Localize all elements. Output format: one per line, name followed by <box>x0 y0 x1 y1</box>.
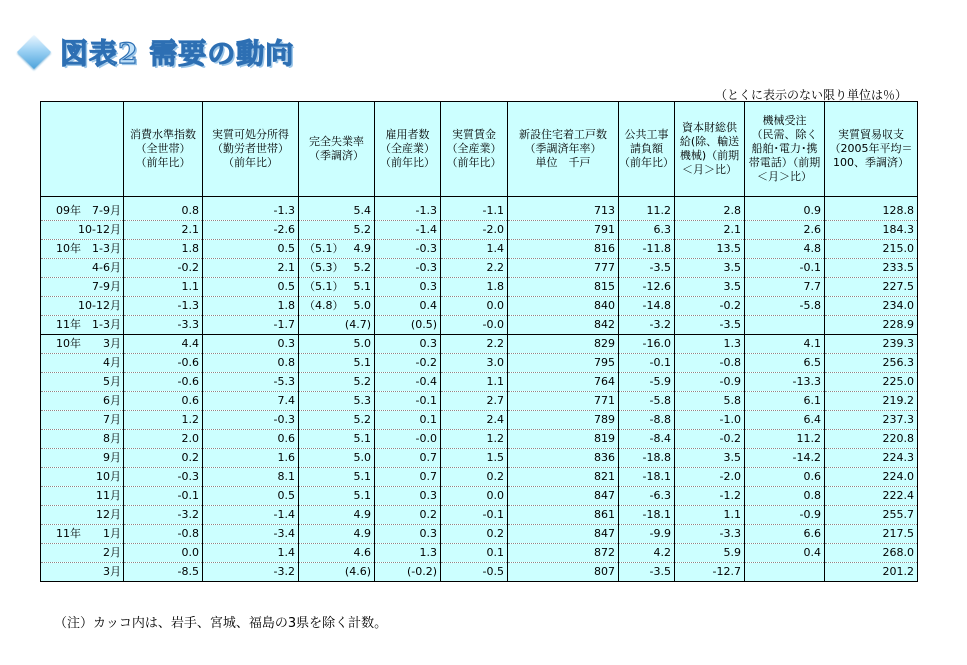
table-cell: 0.0 <box>441 297 508 316</box>
table-cell: 0.1 <box>375 411 441 430</box>
table-cell: 224.3 <box>825 449 918 468</box>
table-cell: -1.3 <box>124 297 203 316</box>
row-label: 10-12月 <box>41 221 124 240</box>
column-header: 公共工事 請負額 （前年比） <box>619 102 675 197</box>
table-cell: 0.2 <box>375 506 441 525</box>
table-cell: 256.3 <box>825 354 918 373</box>
table-cell: -0.0 <box>441 316 508 335</box>
column-header: 完全失業率 （季調済） <box>299 102 375 197</box>
table-cell: 872 <box>508 544 619 563</box>
table-cell: 829 <box>508 335 619 354</box>
table-cell: 237.3 <box>825 411 918 430</box>
table-cell: -0.1 <box>124 487 203 506</box>
page-title <box>14 32 294 72</box>
table-cell: 184.3 <box>825 221 918 240</box>
row-label: 10-12月 <box>41 297 124 316</box>
table-cell: -9.9 <box>619 525 675 544</box>
table-cell: -0.2 <box>675 430 745 449</box>
table-cell: -0.8 <box>675 354 745 373</box>
row-label: 3月 <box>41 563 124 582</box>
table-cell: 0.6 <box>124 392 203 411</box>
cell-value: 5.1 <box>353 280 371 293</box>
table-cell: 0.3 <box>375 278 441 297</box>
table-row <box>41 544 918 563</box>
table-cell: 5.9 <box>675 544 745 563</box>
table-cell: -0.4 <box>375 373 441 392</box>
table-cell: 215.0 <box>825 240 918 259</box>
table-cell: 0.0 <box>441 487 508 506</box>
table-cell: -5.8 <box>619 392 675 411</box>
row-label: 12月 <box>41 506 124 525</box>
table-cell: 0.8 <box>124 202 203 221</box>
table-cell: 1.8 <box>441 278 508 297</box>
table-row <box>41 335 918 354</box>
table-cell: 11.2 <box>745 430 825 449</box>
table-cell: 2.8 <box>675 202 745 221</box>
table-row <box>41 278 918 297</box>
table-cell: 0.3 <box>375 335 441 354</box>
table-cell: 0.7 <box>375 468 441 487</box>
table-cell: -1.2 <box>675 487 745 506</box>
table-cell: 2.6 <box>745 221 825 240</box>
table-cell: -0.1 <box>745 259 825 278</box>
table-row <box>41 392 918 411</box>
table-cell: 7.4 <box>203 392 299 411</box>
table-cell: 5.8 <box>675 392 745 411</box>
table-cell: 268.0 <box>825 544 918 563</box>
table-cell: 6.6 <box>745 525 825 544</box>
table-cell: 2.0 <box>124 430 203 449</box>
table-cell: 219.2 <box>825 392 918 411</box>
table-cell: 836 <box>508 449 619 468</box>
table-cell: 4.9 <box>299 525 375 544</box>
table-cell: (4.6) <box>299 563 375 582</box>
table-row <box>41 316 918 335</box>
table-cell: 4.9 <box>299 506 375 525</box>
row-label: 11年 1月 <box>41 525 124 544</box>
table-cell: 0.3 <box>203 335 299 354</box>
table-cell: 3.5 <box>675 449 745 468</box>
table-cell: -3.4 <box>203 525 299 544</box>
table-cell: 0.5 <box>203 240 299 259</box>
table-cell: -1.4 <box>375 221 441 240</box>
table-cell: -5.8 <box>745 297 825 316</box>
table-cell: 0.5 <box>203 487 299 506</box>
table-cell: 5.2 <box>299 411 375 430</box>
table-row <box>41 373 918 392</box>
cell-value: 5.2 <box>353 261 371 274</box>
table-cell: 847 <box>508 487 619 506</box>
table-cell: -0.0 <box>375 430 441 449</box>
table-cell: -11.8 <box>619 240 675 259</box>
column-header: 機械受注 （民需、除く 船舶･電力･携 帯電話）（前期 ＜月＞比） <box>745 102 825 197</box>
table-cell: 777 <box>508 259 619 278</box>
table-row <box>41 202 918 221</box>
table-cell: 13.5 <box>675 240 745 259</box>
table-cell: 2.1 <box>203 259 299 278</box>
row-label: 7月 <box>41 411 124 430</box>
table-cell: -3.3 <box>124 316 203 335</box>
table-cell: 1.5 <box>441 449 508 468</box>
table-cell: 8.1 <box>203 468 299 487</box>
table-cell: 128.8 <box>825 202 918 221</box>
table-cell: -0.2 <box>675 297 745 316</box>
table-cell: -3.5 <box>619 259 675 278</box>
table-cell: -0.3 <box>124 468 203 487</box>
table-cell: -3.2 <box>124 506 203 525</box>
table-cell <box>299 278 375 297</box>
table-cell: 217.5 <box>825 525 918 544</box>
table-cell: (0.5) <box>375 316 441 335</box>
table-cell: 840 <box>508 297 619 316</box>
table-cell: 7.7 <box>745 278 825 297</box>
table-row <box>41 259 918 278</box>
prefecture-excluded-value: （5.1） <box>304 280 344 293</box>
row-label: 6月 <box>41 392 124 411</box>
table-cell: 0.2 <box>441 525 508 544</box>
table-cell: -0.2 <box>375 354 441 373</box>
table-cell: 0.5 <box>203 278 299 297</box>
table-cell: -0.3 <box>375 240 441 259</box>
table-cell: 0.2 <box>124 449 203 468</box>
table-cell: 795 <box>508 354 619 373</box>
table-cell: -0.1 <box>441 506 508 525</box>
table-cell: 4.8 <box>745 240 825 259</box>
table-cell: 0.2 <box>441 468 508 487</box>
table-cell: 821 <box>508 468 619 487</box>
column-header <box>41 102 124 197</box>
row-label: 09年 7-9月 <box>41 202 124 221</box>
unit-note: （とくに表示のない限り単位は％） <box>714 88 907 102</box>
table-cell: -0.1 <box>619 354 675 373</box>
table-row <box>41 525 918 544</box>
table-cell: -0.6 <box>124 373 203 392</box>
table-cell: -0.5 <box>441 563 508 582</box>
table-row <box>41 297 918 316</box>
demand-trend-table <box>40 101 918 582</box>
table-cell: 2.1 <box>124 221 203 240</box>
table-cell: 842 <box>508 316 619 335</box>
table-row <box>41 449 918 468</box>
cell-value: 5.0 <box>353 299 371 312</box>
row-label: 5月 <box>41 373 124 392</box>
column-header: 新設住宅着工戸数 （季調済年率） 単位 千戸 <box>508 102 619 197</box>
table-cell: 5.0 <box>299 449 375 468</box>
table-cell: 6.1 <box>745 392 825 411</box>
table-cell: 228.9 <box>825 316 918 335</box>
table-cell: 5.2 <box>299 221 375 240</box>
table-cell: 5.3 <box>299 392 375 411</box>
table-cell: 1.6 <box>203 449 299 468</box>
table-cell <box>299 297 375 316</box>
table-cell: -18.1 <box>619 468 675 487</box>
table-cell: 1.4 <box>441 240 508 259</box>
row-label: 10月 <box>41 468 124 487</box>
table-cell: 5.0 <box>299 335 375 354</box>
row-label: 4-6月 <box>41 259 124 278</box>
row-label: 11月 <box>41 487 124 506</box>
table-cell: 2.2 <box>441 259 508 278</box>
table-cell: 2.2 <box>441 335 508 354</box>
table-cell: 6.4 <box>745 411 825 430</box>
table-cell: -1.3 <box>375 202 441 221</box>
table-cell <box>745 316 825 335</box>
table-cell <box>299 240 375 259</box>
table-cell: 222.4 <box>825 487 918 506</box>
row-label: 4月 <box>41 354 124 373</box>
table-cell: 3.5 <box>675 278 745 297</box>
table-cell: -0.8 <box>124 525 203 544</box>
table-cell: 5.1 <box>299 487 375 506</box>
table-cell: 0.7 <box>375 449 441 468</box>
prefecture-excluded-value: （5.3） <box>304 261 344 274</box>
table-body <box>41 197 918 582</box>
table-cell: 234.0 <box>825 297 918 316</box>
table-cell: -5.3 <box>203 373 299 392</box>
table-cell: 1.8 <box>124 240 203 259</box>
table-cell: 227.5 <box>825 278 918 297</box>
table-cell: 1.1 <box>124 278 203 297</box>
table-header-row <box>41 102 918 197</box>
table-cell: -3.5 <box>619 563 675 582</box>
table-cell: 4.1 <box>745 335 825 354</box>
table-row <box>41 240 918 259</box>
table-cell: 0.9 <box>745 202 825 221</box>
table-row <box>41 430 918 449</box>
table-cell <box>745 563 825 582</box>
table-cell: 1.4 <box>203 544 299 563</box>
table-cell: 0.3 <box>375 487 441 506</box>
table-cell: 4.6 <box>299 544 375 563</box>
table-cell: -14.8 <box>619 297 675 316</box>
table-cell: (4.7) <box>299 316 375 335</box>
table-cell: -0.6 <box>124 354 203 373</box>
table-cell: 815 <box>508 278 619 297</box>
row-label: 9月 <box>41 449 124 468</box>
table-cell: -13.3 <box>745 373 825 392</box>
table-cell: -16.0 <box>619 335 675 354</box>
table-cell: 220.8 <box>825 430 918 449</box>
table-row <box>41 506 918 525</box>
table-cell: 0.8 <box>745 487 825 506</box>
table-cell: -6.3 <box>619 487 675 506</box>
table-cell: -1.3 <box>203 202 299 221</box>
table-cell: 816 <box>508 240 619 259</box>
table-cell: 3.5 <box>675 259 745 278</box>
table-cell: 4.4 <box>124 335 203 354</box>
column-header: 実質貿易収支 （2005年平均＝ 100、季調済） <box>825 102 918 197</box>
table-cell: -0.9 <box>675 373 745 392</box>
table-cell: 1.3 <box>375 544 441 563</box>
table-cell: -1.4 <box>203 506 299 525</box>
table-cell: 1.8 <box>203 297 299 316</box>
row-label: 7-9月 <box>41 278 124 297</box>
table-cell: 807 <box>508 563 619 582</box>
table-cell: -0.3 <box>203 411 299 430</box>
column-header: 実質賃金 （全産業） （前年比） <box>441 102 508 197</box>
table-row <box>41 221 918 240</box>
table-cell: -1.7 <box>203 316 299 335</box>
table-cell: -8.8 <box>619 411 675 430</box>
table-cell: -3.2 <box>203 563 299 582</box>
table-row <box>41 468 918 487</box>
cell-value: 4.9 <box>353 242 371 255</box>
table-cell: -3.2 <box>619 316 675 335</box>
table-cell: 0.6 <box>203 430 299 449</box>
table-cell: -2.0 <box>675 468 745 487</box>
title-text: 図表2 需要の動向 <box>60 37 295 70</box>
table-cell: 847 <box>508 525 619 544</box>
table-cell: 5.1 <box>299 430 375 449</box>
column-header: 消費水準指数 （全世帯） （前年比） <box>124 102 203 197</box>
table-cell: -8.5 <box>124 563 203 582</box>
table-cell: 861 <box>508 506 619 525</box>
prefecture-excluded-value: （5.1） <box>304 242 344 255</box>
table-cell: 819 <box>508 430 619 449</box>
table-cell: -0.2 <box>124 259 203 278</box>
column-header: 雇用者数 （全産業） （前年比） <box>375 102 441 197</box>
table-cell: 201.2 <box>825 563 918 582</box>
table-cell: 764 <box>508 373 619 392</box>
table-cell: 0.6 <box>745 468 825 487</box>
column-header: 実質可処分所得 （勤労者世帯） （前年比） <box>203 102 299 197</box>
table-cell: 791 <box>508 221 619 240</box>
table-cell: -1.0 <box>675 411 745 430</box>
row-label: 10年 3月 <box>41 335 124 354</box>
table-cell: -14.2 <box>745 449 825 468</box>
table-cell: -3.3 <box>675 525 745 544</box>
table-cell: 4.2 <box>619 544 675 563</box>
table-cell: -18.8 <box>619 449 675 468</box>
table-row <box>41 563 918 582</box>
table-cell: 5.1 <box>299 468 375 487</box>
table-cell: 2.4 <box>441 411 508 430</box>
table-cell: 771 <box>508 392 619 411</box>
footnote: （注）カッコ内は、岩手、宮城、福島の3県を除く計数。 <box>54 616 388 631</box>
diamond-bullet-icon <box>17 35 51 69</box>
table-row <box>41 487 918 506</box>
table-cell: 5.4 <box>299 202 375 221</box>
table-cell: 6.3 <box>619 221 675 240</box>
table-cell: -8.4 <box>619 430 675 449</box>
row-label: 8月 <box>41 430 124 449</box>
table-cell: 0.4 <box>375 297 441 316</box>
table-cell: 1.1 <box>441 373 508 392</box>
table-cell: -0.1 <box>375 392 441 411</box>
table-row <box>41 411 918 430</box>
table-cell: 11.2 <box>619 202 675 221</box>
table-cell: 0.4 <box>745 544 825 563</box>
table-cell: 5.2 <box>299 373 375 392</box>
table-cell: 1.3 <box>675 335 745 354</box>
table-cell: 6.5 <box>745 354 825 373</box>
table-cell: -0.3 <box>375 259 441 278</box>
prefecture-excluded-value: （4.8） <box>304 299 344 312</box>
row-label: 10年 1-3月 <box>41 240 124 259</box>
table-cell: 789 <box>508 411 619 430</box>
table-cell: 255.7 <box>825 506 918 525</box>
table-cell: 224.0 <box>825 468 918 487</box>
table-cell: 713 <box>508 202 619 221</box>
table-cell: 225.0 <box>825 373 918 392</box>
table-cell: -3.5 <box>675 316 745 335</box>
table-cell: 3.0 <box>441 354 508 373</box>
table-cell: 239.3 <box>825 335 918 354</box>
table-cell: 2.7 <box>441 392 508 411</box>
table-cell: -18.1 <box>619 506 675 525</box>
row-label: 2月 <box>41 544 124 563</box>
table-cell: 0.1 <box>441 544 508 563</box>
table-cell: 2.1 <box>675 221 745 240</box>
table-cell: -2.0 <box>441 221 508 240</box>
table-cell: -2.6 <box>203 221 299 240</box>
table-cell: 0.0 <box>124 544 203 563</box>
table-cell: 233.5 <box>825 259 918 278</box>
table-cell: -1.1 <box>441 202 508 221</box>
table-cell: 1.2 <box>441 430 508 449</box>
row-label: 11年 1-3月 <box>41 316 124 335</box>
table-cell <box>299 259 375 278</box>
table-cell: 5.1 <box>299 354 375 373</box>
table-cell: 1.1 <box>675 506 745 525</box>
table-cell: -0.9 <box>745 506 825 525</box>
table-cell: 0.8 <box>203 354 299 373</box>
table-cell: -12.7 <box>675 563 745 582</box>
table-cell: -12.6 <box>619 278 675 297</box>
table-cell: 0.3 <box>375 525 441 544</box>
table-cell: -5.9 <box>619 373 675 392</box>
table-cell: 1.2 <box>124 411 203 430</box>
table-row <box>41 354 918 373</box>
table-cell: (-0.2) <box>375 563 441 582</box>
column-header: 資本財総供 給(除、輸送 機械)（前期 ＜月＞比） <box>675 102 745 197</box>
